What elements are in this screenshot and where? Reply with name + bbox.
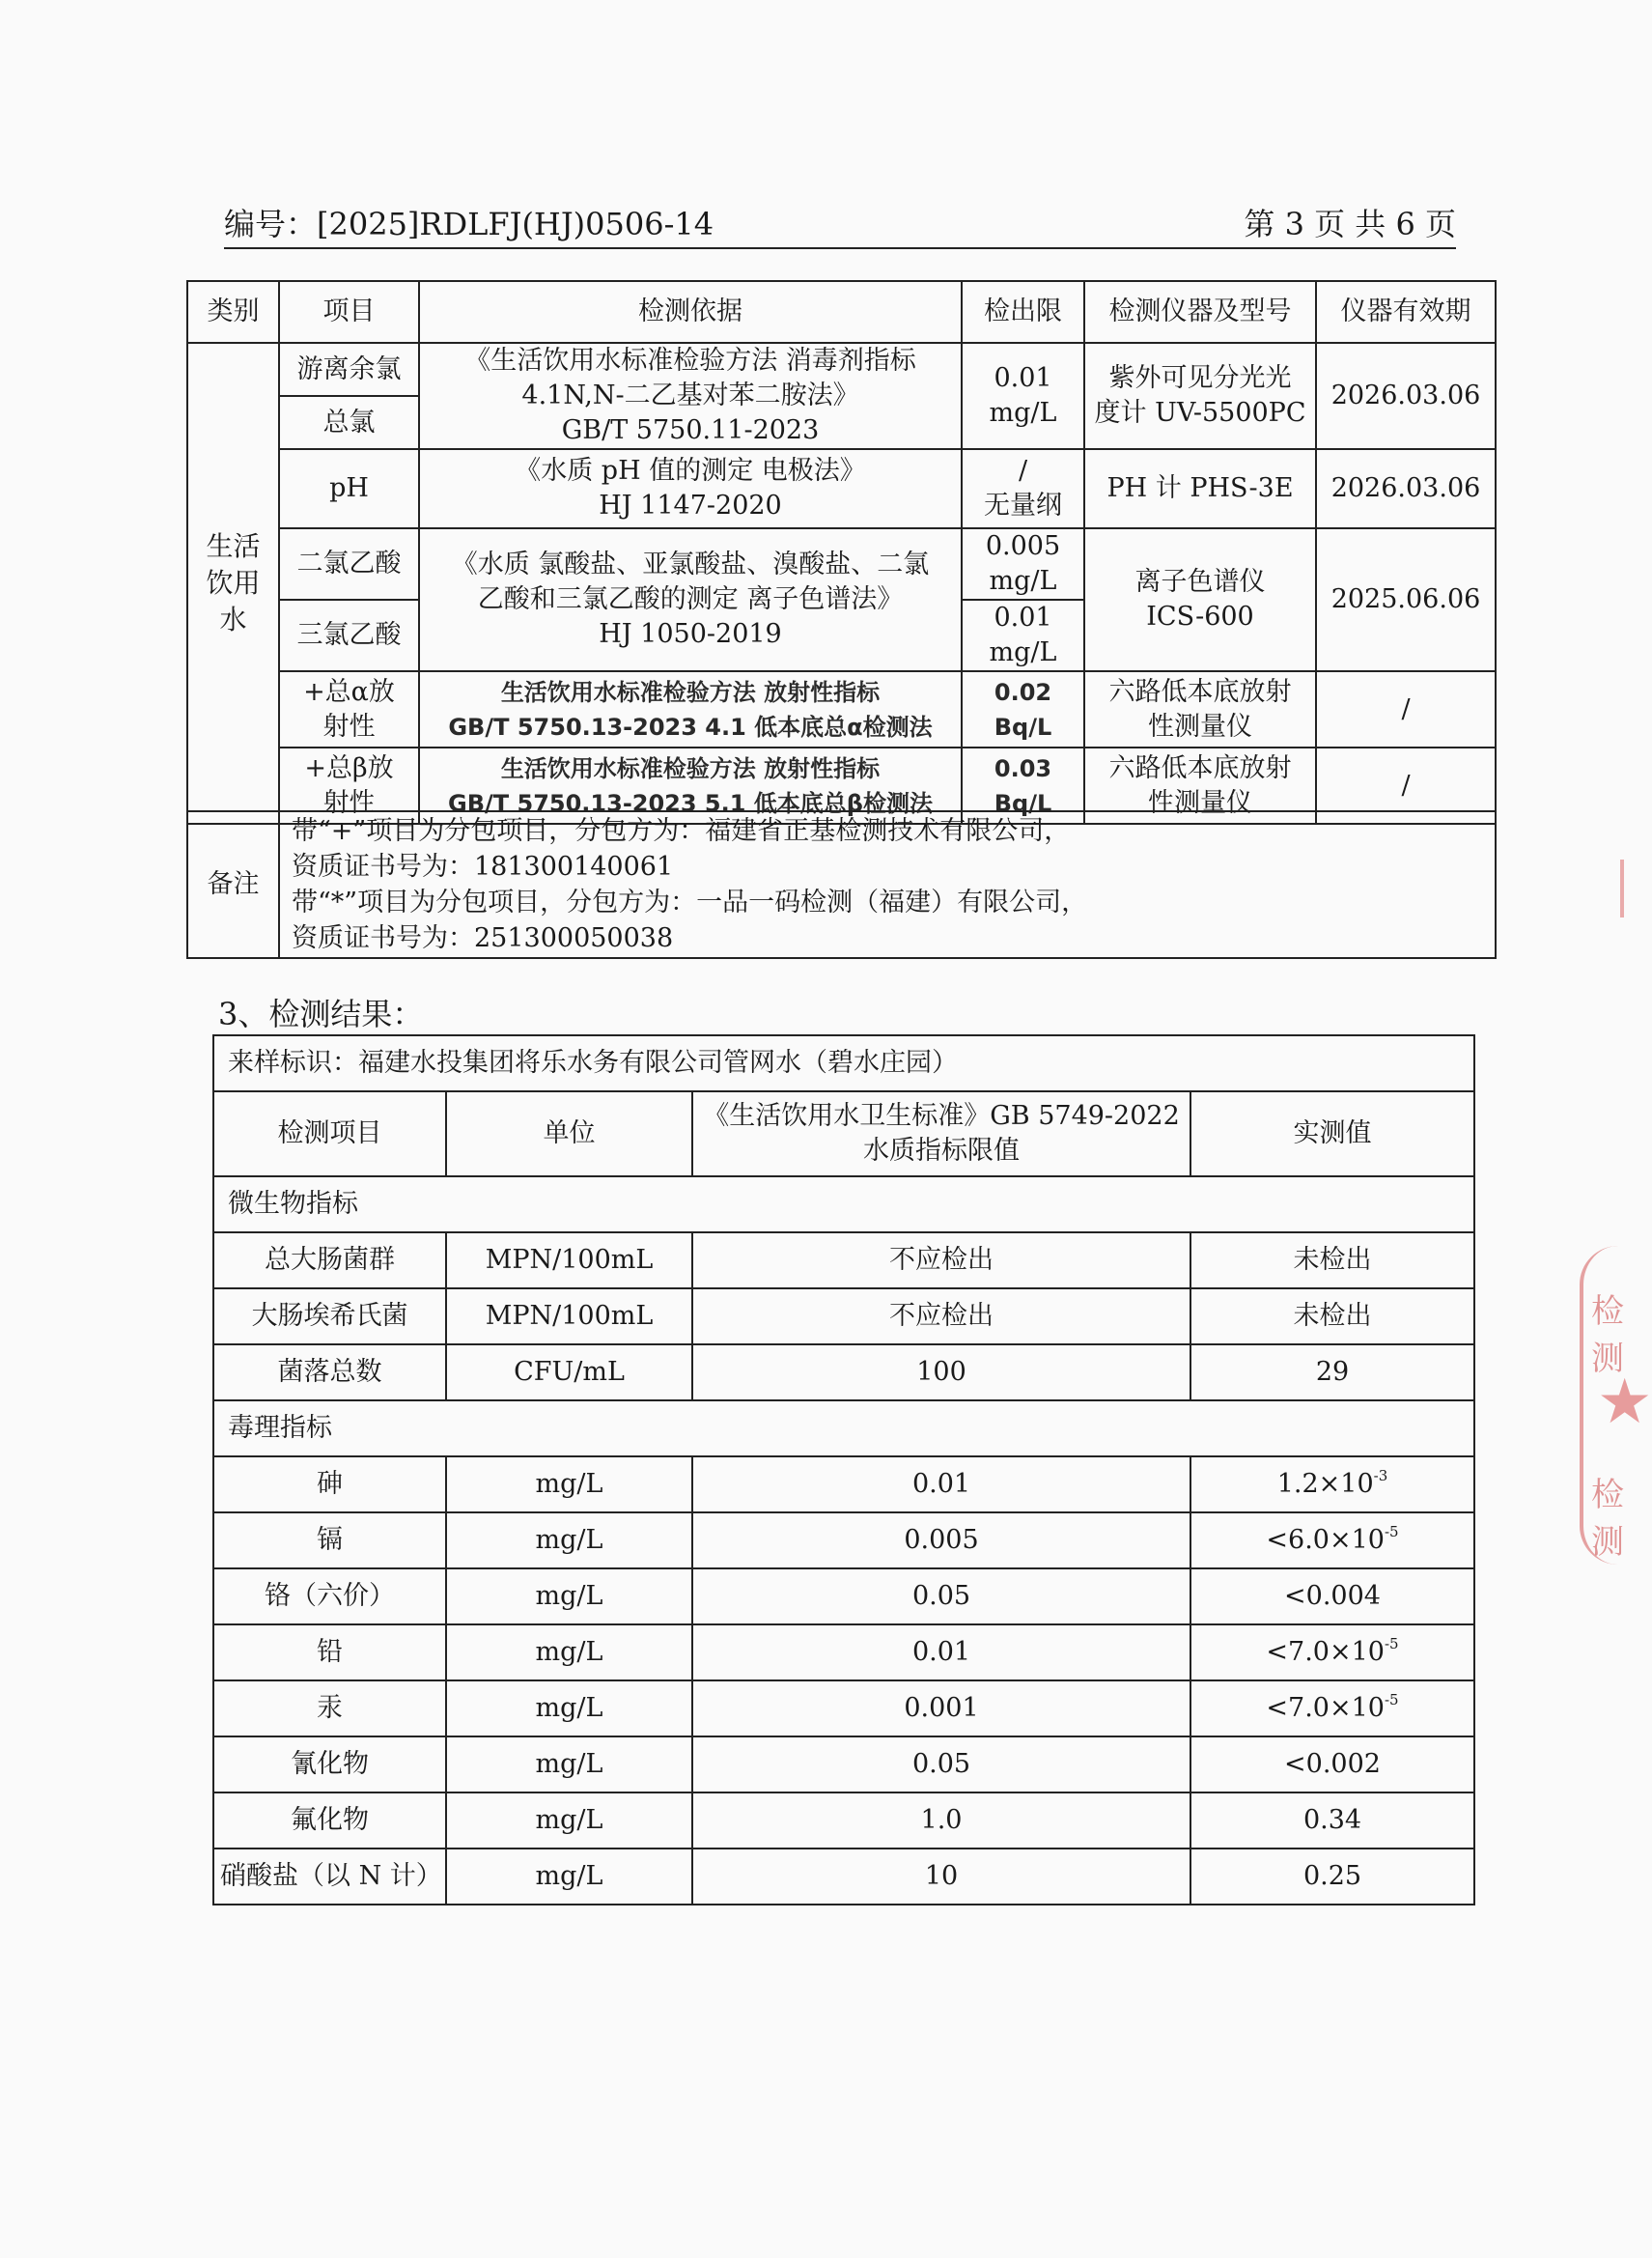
limit-value: 0.03 — [994, 754, 1052, 782]
limit-chlorine — [962, 343, 1084, 449]
basis-line: GB/T 5750.13-2023 5.1 低本底总β检测法 — [448, 789, 933, 817]
item-trichloroacetic: 三氯乙酸 — [279, 600, 419, 671]
result-unit: MPN/100mL — [446, 1232, 692, 1288]
validity-chlorine: 2026.03.06 — [1316, 343, 1496, 449]
result-unit: MPN/100mL — [446, 1288, 692, 1344]
item-total-chlorine: 总氯 — [279, 396, 419, 449]
stamp-text-top: 检测 — [1591, 1292, 1624, 1378]
inspection-seal-stamp — [1580, 1246, 1652, 1565]
validity-alpha: / — [1316, 671, 1496, 748]
category-cell: 生活饮用水 — [187, 343, 279, 824]
result-limit: 0.001 — [692, 1680, 1190, 1736]
limit-ph — [962, 449, 1084, 528]
item-line: 射性 — [322, 787, 376, 818]
item-free-chlorine: 游离余氯 — [279, 343, 419, 396]
notes-row — [187, 811, 1496, 958]
result-unit: mg/L — [446, 1568, 692, 1624]
measured-base: 0.25 — [1302, 1861, 1362, 1891]
header-line: 水质指标限值 — [863, 1136, 1020, 1166]
header-basis: 检测依据 — [419, 281, 962, 343]
notes-label: 备注 — [187, 811, 279, 958]
group-row-microbial — [213, 1176, 1474, 1232]
basis-acetic — [419, 528, 962, 671]
result-limit: 10 — [692, 1849, 1190, 1905]
result-limit: 不应检出 — [692, 1232, 1190, 1288]
item-line: +总β放 — [304, 752, 394, 783]
basis-line: GB/T 5750.13-2023 4.1 低本底总α检测法 — [448, 713, 933, 741]
limit-unit: Bq/L — [994, 789, 1052, 817]
instrument-line: 性测量仪 — [1148, 711, 1252, 742]
result-measured — [1190, 1680, 1474, 1736]
star-icon: ★ — [1597, 1367, 1652, 1438]
validity-beta: / — [1316, 748, 1496, 824]
instrument-line: ICS-600 — [1146, 602, 1254, 632]
result-limit: 0.005 — [692, 1512, 1190, 1568]
result-item: 大肠埃希氏菌 — [213, 1288, 446, 1344]
limit-unit: mg/L — [989, 566, 1057, 596]
instrument-line: 紫外可见分光光 — [1108, 363, 1292, 393]
instrument-ph: PH 计 PHS-3E — [1084, 449, 1316, 528]
limit-unit: 无量纲 — [984, 491, 1062, 521]
note-line: 资质证书号为：181300140061 — [292, 852, 674, 882]
limit-unit: mg/L — [989, 398, 1057, 428]
measured-base: <0.002 — [1284, 1749, 1381, 1779]
result-unit: mg/L — [446, 1792, 692, 1849]
document-number: 编号：[2025]RDLFJ(HJ)0506-14 — [224, 206, 714, 242]
page-header — [224, 205, 1456, 249]
validity-ph: 2026.03.06 — [1316, 449, 1496, 528]
result-item: 铬（六价） — [213, 1568, 446, 1624]
result-measured — [1190, 1512, 1474, 1568]
instrument-chlorine — [1084, 343, 1316, 449]
instrument-line: 度计 UV-5500PC — [1094, 398, 1306, 428]
result-measured — [1190, 1736, 1474, 1792]
result-item: 砷 — [213, 1456, 446, 1512]
instrument-acetic — [1084, 528, 1316, 671]
result-measured — [1190, 1568, 1474, 1624]
table-row — [213, 1680, 1474, 1736]
result-unit: mg/L — [446, 1736, 692, 1792]
measured-base: 0.34 — [1302, 1805, 1362, 1835]
item-ph: pH — [279, 449, 419, 528]
measured-exponent: -3 — [1373, 1467, 1388, 1484]
group-label: 微生物指标 — [213, 1176, 1474, 1232]
result-unit: mg/L — [446, 1849, 692, 1905]
measured-exponent: -5 — [1384, 1523, 1399, 1540]
table-row — [213, 1232, 1474, 1288]
result-item: 氟化物 — [213, 1792, 446, 1849]
section-title: 3、检测结果： — [218, 996, 424, 1032]
sample-id: 来样标识：福建水投集团将乐水务有限公司管网水（碧水庄园） — [213, 1035, 1474, 1091]
result-limit: 100 — [692, 1344, 1190, 1400]
basis-line: 乙酸和三氯乙酸的测定 离子色谱法》 — [477, 584, 904, 614]
note-line: 资质证书号为：251300050038 — [292, 923, 674, 953]
result-unit: mg/L — [446, 1680, 692, 1736]
instrument-line: 性测量仪 — [1148, 787, 1252, 818]
result-measured: 29 — [1190, 1344, 1474, 1400]
methods-row-free-chlorine — [187, 343, 1496, 396]
notes-content — [279, 811, 1496, 958]
basis-line: 4.1N,N-二乙基对苯二胺法》 — [521, 381, 859, 410]
header-line: 《生活饮用水卫生标准》GB 5749-2022 — [703, 1101, 1180, 1131]
group-row-toxicology — [213, 1400, 1474, 1456]
instrument-alpha — [1084, 671, 1316, 748]
measured-exponent: -5 — [1384, 1635, 1399, 1652]
header-unit: 单位 — [446, 1091, 692, 1176]
limit-alpha — [962, 671, 1084, 748]
instrument-line: 六路低本底放射 — [1108, 676, 1292, 707]
table-row — [213, 1849, 1474, 1905]
item-alpha — [279, 671, 419, 748]
methods-row-ph — [187, 449, 1496, 528]
validity-acetic: 2025.06.06 — [1316, 528, 1496, 671]
result-measured: 未检出 — [1190, 1288, 1474, 1344]
basis-chlorine — [419, 343, 962, 449]
table-row — [213, 1624, 1474, 1680]
header-measured: 实测值 — [1190, 1091, 1474, 1176]
table-row — [213, 1344, 1474, 1400]
result-measured — [1190, 1792, 1474, 1849]
measured-base: <0.004 — [1284, 1581, 1381, 1611]
result-measured: 未检出 — [1190, 1232, 1474, 1288]
instrument-line: 六路低本底放射 — [1108, 752, 1292, 783]
result-unit: mg/L — [446, 1512, 692, 1568]
header-validity: 仪器有效期 — [1316, 281, 1496, 343]
result-limit: 0.05 — [692, 1736, 1190, 1792]
limit-value: / — [1018, 456, 1028, 486]
page-number: 第 3 页 共 6 页 — [1244, 206, 1456, 242]
limit-dichloroacetic — [962, 528, 1084, 600]
result-item: 硝酸盐（以 N 计） — [213, 1849, 446, 1905]
methods-table — [186, 280, 1497, 825]
limit-trichloroacetic — [962, 600, 1084, 671]
result-measured — [1190, 1456, 1474, 1512]
result-limit: 0.01 — [692, 1624, 1190, 1680]
result-item: 镉 — [213, 1512, 446, 1568]
basis-line: GB/T 5750.11-2023 — [561, 415, 820, 445]
basis-line: 《水质 pH 值的测定 电极法》 — [515, 456, 866, 486]
limit-unit: mg/L — [989, 637, 1057, 667]
result-item: 铅 — [213, 1624, 446, 1680]
result-limit: 0.01 — [692, 1456, 1190, 1512]
basis-alpha — [419, 671, 962, 748]
result-item: 汞 — [213, 1680, 446, 1736]
result-item: 氰化物 — [213, 1736, 446, 1792]
results-table — [212, 1034, 1475, 1905]
basis-line: HJ 1050-2019 — [599, 619, 782, 649]
basis-line: 生活饮用水标准检验方法 放射性指标 — [500, 678, 881, 706]
basis-line: HJ 1147-2020 — [599, 491, 782, 521]
result-limit: 不应检出 — [692, 1288, 1190, 1344]
item-dichloroacetic: 二氯乙酸 — [279, 528, 419, 600]
basis-line: 《水质 氯酸盐、亚氯酸盐、溴酸盐、二氯 — [451, 550, 930, 579]
limit-value: 0.01 — [994, 603, 1052, 633]
group-label: 毒理指标 — [213, 1400, 1474, 1456]
measured-base: <6.0×10 — [1266, 1525, 1385, 1555]
header-item: 项目 — [279, 281, 419, 343]
note-line: 带“+”项目为分包项目，分包方为：福建省正基检测技术有限公司， — [292, 816, 1071, 846]
table-row — [213, 1288, 1474, 1344]
instrument-line: 离子色谱仪 — [1134, 567, 1266, 597]
measured-base: <7.0×10 — [1266, 1637, 1385, 1667]
limit-value: 0.005 — [985, 531, 1061, 561]
item-line: +总α放 — [303, 676, 395, 707]
header-instrument: 检测仪器及型号 — [1084, 281, 1316, 343]
result-measured — [1190, 1849, 1474, 1905]
stamp-text-bottom: 检测 — [1591, 1476, 1624, 1562]
result-limit: 1.0 — [692, 1792, 1190, 1849]
methods-header-row — [187, 281, 1496, 343]
seal-edge-mark — [1620, 860, 1624, 917]
result-item: 总大肠菌群 — [213, 1232, 446, 1288]
header-test-item: 检测项目 — [213, 1091, 446, 1176]
limit-value: 0.01 — [994, 363, 1052, 393]
methods-row-alpha — [187, 671, 1496, 748]
result-unit: mg/L — [446, 1456, 692, 1512]
result-unit: mg/L — [446, 1624, 692, 1680]
sample-id-row — [213, 1035, 1474, 1091]
basis-line: 《生活饮用水标准检验方法 消毒剂指标 — [464, 346, 916, 376]
notes-table — [186, 810, 1497, 959]
measured-base: <7.0×10 — [1266, 1693, 1385, 1723]
measured-exponent: -5 — [1384, 1691, 1399, 1708]
limit-value: 0.02 — [994, 678, 1052, 706]
measured-base: 1.2×10 — [1276, 1469, 1374, 1499]
header-category: 类别 — [187, 281, 279, 343]
result-unit: CFU/mL — [446, 1344, 692, 1400]
result-item: 菌落总数 — [213, 1344, 446, 1400]
table-row — [213, 1568, 1474, 1624]
header-standard-limit — [692, 1091, 1190, 1176]
table-row — [213, 1792, 1474, 1849]
methods-row-dichloroacetic — [187, 528, 1496, 600]
item-line: 射性 — [322, 711, 376, 742]
limit-unit: Bq/L — [994, 713, 1052, 741]
result-measured — [1190, 1624, 1474, 1680]
basis-line: 生活饮用水标准检验方法 放射性指标 — [500, 754, 881, 782]
table-row — [213, 1456, 1474, 1512]
header-limit: 检出限 — [962, 281, 1084, 343]
note-line: 带“*”项目为分包项目，分包方为：一品一码检测（福建）有限公司， — [292, 888, 1088, 917]
results-header-row — [213, 1091, 1474, 1176]
table-row — [213, 1736, 1474, 1792]
result-limit: 0.05 — [692, 1568, 1190, 1624]
table-row — [213, 1512, 1474, 1568]
basis-ph — [419, 449, 962, 528]
